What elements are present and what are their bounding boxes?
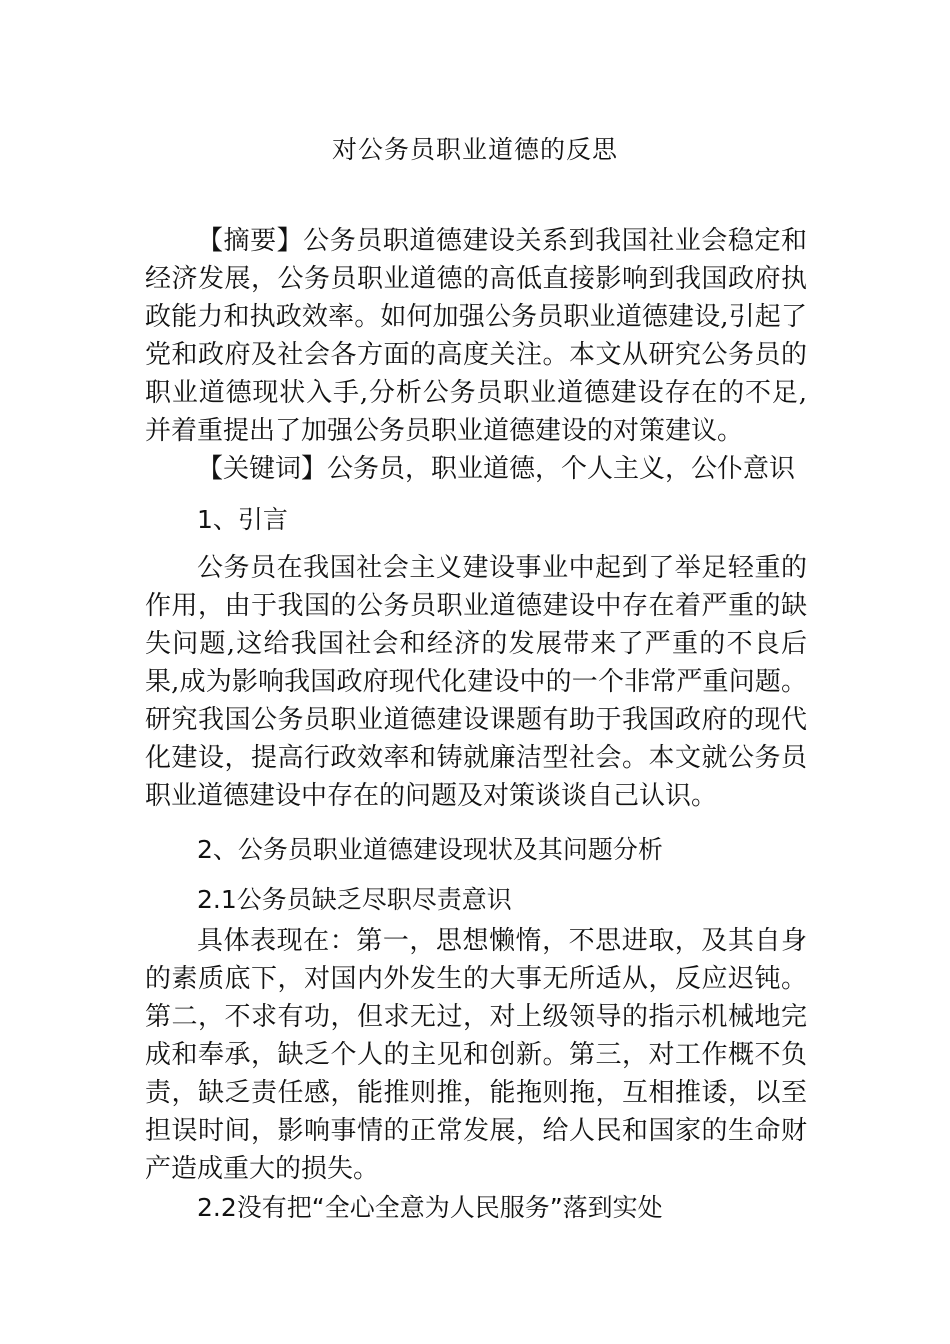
section-1-text: 公务员在我国社会主义建设事业中起到了举足轻重的作用，由于我国的公务员职业道德建设中存在着严重的缺失问题,这给我国社会和经济的发展带来了严重的不良后果,成为影响我国政府现代化建设中的一个非常严重问题。研究我国公务员职业道德建设课题有助于我国政府的现代化建设，提高行政效率和铸就廉洁型社会。本文就公务员职业道德建设中存在的问题及对策谈谈自己认识。	[145, 553, 807, 811]
section-2-1-paragraph	[145, 922, 807, 1188]
keywords-line: 【关键词】公务员，职业道德，个人主义，公仆意识	[197, 454, 796, 484]
abstract-paragraph	[145, 222, 807, 450]
section-1-paragraph	[145, 549, 807, 815]
abstract-text: 【摘要】公务员职道德建设关系到我国社业会稳定和经济发展，公务员职业道德的高低直接影响到我国政府执政能力和执政效率。如何加强公务员职业道德建设,引起了党和政府及社会各方面的高度关注。本文从研究公务员的职业道德现状入手,分析公务员职业道德建设存在的不足,并着重提出了加强公务员职业道德建设的对策建议。	[145, 226, 807, 446]
section-1-heading: 1、引言	[197, 505, 288, 534]
section-2-1-heading: 2.1公务员缺乏尽职尽责意识	[197, 885, 512, 914]
section-2-1-text: 具体表现在：第一，思想懒惰，不思进取，及其自身的素质底下，对国内外发生的大事无所适从，反应迟钝。第二，不求有功，但求无过，对上级领导的指示机械地完成和奉承，缺乏个人的主见和创新。第三，对工作概不负责，缺乏责任感，能推则推，能拖则拖，互相推诿，以至担误时间，影响事情的正常发展，给人民和国家的生命财产造成重大的损失。	[145, 926, 807, 1184]
section-2-heading: 2、公务员职业道德建设现状及其问题分析	[197, 835, 663, 864]
document-title: 对公务员职业道德的反思	[331, 135, 618, 164]
section-2-2-heading: 2.2没有把“全心全意为人民服务”落到实处	[197, 1193, 663, 1222]
